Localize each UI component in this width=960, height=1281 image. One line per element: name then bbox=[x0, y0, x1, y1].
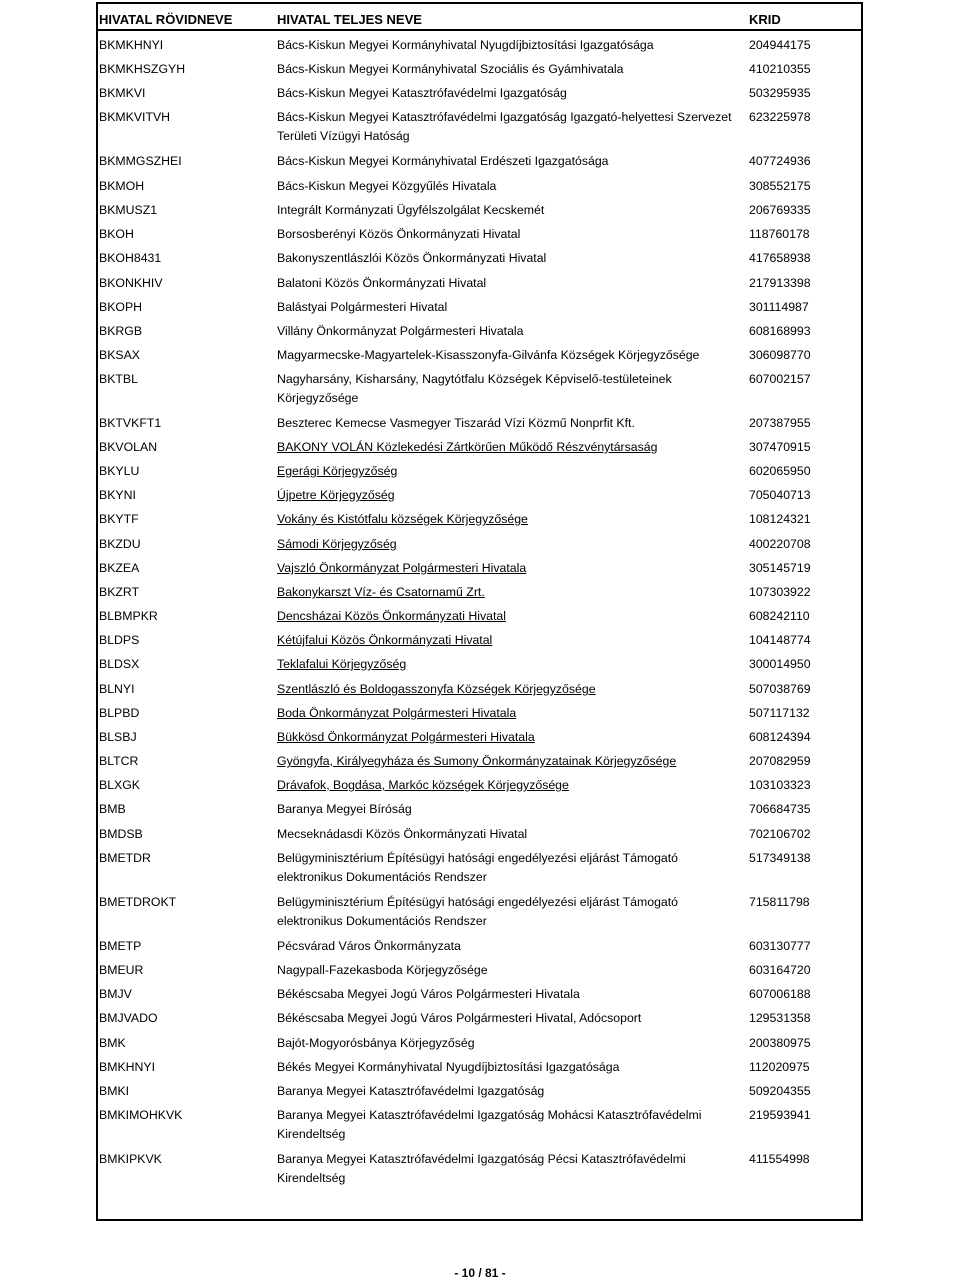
office-full-name: Villány Önkormányzat Polgármesteri Hivatala bbox=[277, 324, 524, 338]
office-short-name: BKVOLAN bbox=[99, 440, 158, 454]
office-krid: 207387955 bbox=[749, 416, 811, 430]
office-full-name: Bakonykarszt Víz- és Csatornamű Zrt. bbox=[277, 585, 485, 599]
office-full-name: Balatoni Közös Önkormányzati Hivatal bbox=[277, 276, 487, 290]
office-krid: 517349138 bbox=[749, 851, 811, 865]
office-full-name: Kétújfalui Közös Önkormányzati Hivatal bbox=[277, 633, 493, 647]
office-krid: 706684735 bbox=[749, 802, 811, 816]
office-short-name: BKMKVI bbox=[99, 86, 146, 100]
office-krid: 129531358 bbox=[749, 1011, 811, 1025]
office-full-name: Integrált Kormányzati Ügyfélszolgálat Kecskemét bbox=[277, 203, 545, 217]
office-short-name: BMB bbox=[99, 802, 126, 816]
office-short-name: BKOH bbox=[99, 227, 134, 241]
office-krid: 407724936 bbox=[749, 154, 811, 168]
office-krid: 715811798 bbox=[749, 895, 810, 909]
office-full-name: Békés Megyei Kormányhivatal Nyugdíjbiztosítási Igazgatósága bbox=[277, 1060, 620, 1074]
office-full-name: Újpetre Körjegyzőség bbox=[277, 488, 395, 502]
office-short-name: BKMUSZ1 bbox=[99, 203, 158, 217]
office-krid: 602065950 bbox=[749, 464, 811, 478]
office-short-name: BKZEA bbox=[99, 561, 140, 575]
office-short-name: BKONKHIV bbox=[99, 276, 163, 290]
office-full-name: Bács-Kiskun Megyei Kormányhivatal Erdészeti Igazgatósága bbox=[277, 154, 609, 168]
office-krid: 507038769 bbox=[749, 682, 811, 696]
office-full-name: Bakonyszentlászlói Közös Önkormányzati Hivatal bbox=[277, 251, 547, 265]
office-krid: 207082959 bbox=[749, 754, 811, 768]
office-short-name: BMK bbox=[99, 1036, 126, 1050]
office-krid: 307470915 bbox=[749, 440, 811, 454]
office-short-name: BKYTF bbox=[99, 512, 139, 526]
office-short-name: BKMKHNYI bbox=[99, 38, 164, 52]
office-short-name: BLTCR bbox=[99, 754, 139, 768]
office-short-name: BKRGB bbox=[99, 324, 143, 338]
office-short-name: BKMOH bbox=[99, 179, 145, 193]
office-krid: 108124321 bbox=[749, 512, 811, 526]
office-full-name: Magyarmecske-Magyartelek-Kisasszonyfa-Gilvánfa Községek Körjegyzősége bbox=[277, 348, 700, 362]
office-full-name: Békéscsaba Megyei Jogú Város Polgármesteri Hivatal, Adócsoport bbox=[277, 1011, 642, 1025]
office-krid: 300014950 bbox=[749, 657, 811, 671]
office-krid: 103103323 bbox=[749, 778, 811, 792]
office-full-name: Bács-Kiskun Megyei Katasztrófavédelmi Igazgatóság bbox=[277, 86, 567, 100]
office-krid: 411554998 bbox=[749, 1152, 810, 1166]
office-krid: 705040713 bbox=[749, 488, 811, 502]
office-short-name: BLSBJ bbox=[99, 730, 137, 744]
office-krid: 219593941 bbox=[749, 1108, 811, 1122]
office-krid: 603130777 bbox=[749, 939, 811, 953]
office-short-name: BKYLU bbox=[99, 464, 140, 478]
office-full-name: Mecseknádasdi Közös Önkormányzati Hivatal bbox=[277, 827, 528, 841]
office-full-name: Bács-Kiskun Megyei Közgyűlés Hivatala bbox=[277, 179, 497, 193]
office-full-name: Teklafalui Körjegyzőség bbox=[277, 657, 407, 671]
office-krid: 206769335 bbox=[749, 203, 811, 217]
office-krid: 305145719 bbox=[749, 561, 811, 575]
office-full-name: Bács-Kiskun Megyei Kormányhivatal Szociális és Gyámhivatala bbox=[277, 62, 624, 76]
office-full-name: Boda Önkormányzat Polgármesteri Hivatala bbox=[277, 706, 517, 720]
office-full-name: Sámodi Körjegyzőség bbox=[277, 537, 397, 551]
office-short-name: BLDSX bbox=[99, 657, 140, 671]
office-short-name: BMKIMOHKVK bbox=[99, 1108, 183, 1122]
office-krid: 112020975 bbox=[749, 1060, 810, 1074]
office-krid: 301114987 bbox=[749, 300, 809, 314]
office-full-name: Szentlászló és Boldogasszonyfa Községek Körjegyzősége bbox=[277, 682, 596, 696]
office-short-name: BLPBD bbox=[99, 706, 140, 720]
office-full-name: Baranya Megyei Katasztrófavédelmi Igazgatóság Pécsi Katasztrófavédelmi Kirendeltség bbox=[277, 1152, 686, 1185]
office-full-name: Bajót-Mogyorósbánya Körjegyzőség bbox=[277, 1036, 475, 1050]
office-full-name: Borsosberényi Közös Önkormányzati Hivatal bbox=[277, 227, 521, 241]
office-short-name: BMETDR bbox=[99, 851, 151, 865]
office-krid: 417658938 bbox=[749, 251, 811, 265]
office-krid: 608124394 bbox=[749, 730, 811, 744]
office-short-name: BLXGK bbox=[99, 778, 141, 792]
office-short-name: BLBMPKR bbox=[99, 609, 158, 623]
office-krid: 204944175 bbox=[749, 38, 811, 52]
office-full-name: Nagypall-Fazekasboda Körjegyzősége bbox=[277, 963, 488, 977]
office-short-name: BKTVKFT1 bbox=[99, 416, 162, 430]
office-krid: 308552175 bbox=[749, 179, 811, 193]
office-krid: 104148774 bbox=[749, 633, 811, 647]
office-short-name: BMKHNYI bbox=[99, 1060, 156, 1074]
office-krid: 623225978 bbox=[749, 110, 811, 124]
office-short-name: BLDPS bbox=[99, 633, 140, 647]
office-full-name: Baranya Megyei Katasztrófavédelmi Igazgatóság Mohácsi Katasztrófavédelmi Kirendeltség bbox=[277, 1108, 702, 1141]
office-krid: 507117132 bbox=[749, 706, 810, 720]
office-full-name: Dencsházai Közös Önkormányzati Hivatal bbox=[277, 609, 506, 623]
office-short-name: BMKI bbox=[99, 1084, 130, 1098]
office-krid: 702106702 bbox=[749, 827, 811, 841]
office-short-name: BKOH8431 bbox=[99, 251, 162, 265]
office-full-name: Békéscsaba Megyei Jogú Város Polgármesteri Hivatala bbox=[277, 987, 580, 1001]
office-short-name: BMKIPKVK bbox=[99, 1152, 162, 1166]
table-frame bbox=[96, 2, 863, 1221]
office-short-name: BMETP bbox=[99, 939, 142, 953]
office-full-name: Nagyharsány, Kisharsány, Nagytótfalu Községek Képviselő-testületeinek Körjegyzősége bbox=[277, 372, 672, 405]
office-krid: 107303922 bbox=[749, 585, 811, 599]
office-krid: 608168993 bbox=[749, 324, 811, 338]
office-full-name: Baranya Megyei Bíróság bbox=[277, 802, 412, 816]
office-krid: 503295935 bbox=[749, 86, 811, 100]
office-full-name: Gyöngyfa, Királyegyháza és Sumony Önkormányzatainak Körjegyzősége bbox=[277, 754, 677, 768]
office-krid: 509204355 bbox=[749, 1084, 811, 1098]
office-short-name: BKTBL bbox=[99, 372, 138, 386]
office-krid: 607002157 bbox=[749, 372, 811, 386]
office-full-name: Beszterec Kemecse Vasmegyer Tiszarád Vízi Közmű Nonprfit Kft. bbox=[277, 416, 635, 430]
table-header bbox=[98, 4, 861, 31]
office-krid: 306098770 bbox=[749, 348, 811, 362]
office-full-name: Vokány és Kistótfalu községek Körjegyzősége bbox=[277, 512, 528, 526]
office-short-name: BLNYI bbox=[99, 682, 135, 696]
office-krid: 400220708 bbox=[749, 537, 811, 551]
office-full-name: Balástyai Polgármesteri Hivatal bbox=[277, 300, 448, 314]
office-krid: 217913398 bbox=[749, 276, 811, 290]
office-full-name: Belügyminisztérium Építésügyi hatósági engedélyezési eljárást Támogató elektronikus Dokumentációs Rendszer bbox=[277, 851, 679, 884]
office-short-name: BKMKHSZGYH bbox=[99, 62, 186, 76]
office-full-name: Bükkösd Önkormányzat Polgármesteri Hivatala bbox=[277, 730, 535, 744]
office-krid: 607006188 bbox=[749, 987, 811, 1001]
office-short-name: BKOPH bbox=[99, 300, 143, 314]
header-short-name: HIVATAL RÖVIDNEVE bbox=[99, 12, 233, 27]
header-full-name: HIVATAL TELJES NEVE bbox=[277, 12, 422, 27]
office-short-name: BKMKVITVH bbox=[99, 110, 171, 124]
office-krid: 410210355 bbox=[749, 62, 811, 76]
office-full-name: Belügyminisztérium Építésügyi hatósági engedélyezési eljárást Támogató elektronikus Dokumentációs Rendszer bbox=[277, 895, 679, 928]
office-krid: 200380975 bbox=[749, 1036, 811, 1050]
office-short-name: BKZDU bbox=[99, 537, 141, 551]
office-krid: 603164720 bbox=[749, 963, 811, 977]
office-short-name: BMJVADO bbox=[99, 1011, 158, 1025]
office-short-name: BKYNI bbox=[99, 488, 136, 502]
office-krid: 608242110 bbox=[749, 609, 810, 623]
header-krid: KRID bbox=[749, 12, 781, 27]
office-full-name: Bács-Kiskun Megyei Katasztrófavédelmi Igazgatóság Igazgató-helyettesi Szervezet Területi Vízügyi Hatóság bbox=[277, 110, 732, 143]
office-full-name: BAKONY VOLÁN Közlekedési Zártkörűen Működő Részvénytársaság bbox=[277, 440, 658, 454]
page-number: - 10 / 81 - bbox=[454, 1266, 506, 1280]
office-short-name: BKMMGSZHEI bbox=[99, 154, 182, 168]
office-short-name: BMEUR bbox=[99, 963, 144, 977]
office-short-name: BKSAX bbox=[99, 348, 141, 362]
office-full-name: Pécsvárad Város Önkormányzata bbox=[277, 939, 461, 953]
office-full-name: Drávafok, Bogdása, Markóc községek Körjegyzősége bbox=[277, 778, 569, 792]
office-short-name: BMDSB bbox=[99, 827, 143, 841]
office-full-name: Bács-Kiskun Megyei Kormányhivatal Nyugdíjbiztosítási Igazgatósága bbox=[277, 38, 654, 52]
office-short-name: BMETDROKT bbox=[99, 895, 177, 909]
office-krid: 118760178 bbox=[749, 227, 810, 241]
office-full-name: Vajszló Önkormányzat Polgármesteri Hivatala bbox=[277, 561, 527, 575]
office-full-name: Baranya Megyei Katasztrófavédelmi Igazgatóság bbox=[277, 1084, 545, 1098]
office-short-name: BKZRT bbox=[99, 585, 140, 599]
office-full-name: Egerági Körjegyzőség bbox=[277, 464, 398, 478]
office-short-name: BMJV bbox=[99, 987, 132, 1001]
